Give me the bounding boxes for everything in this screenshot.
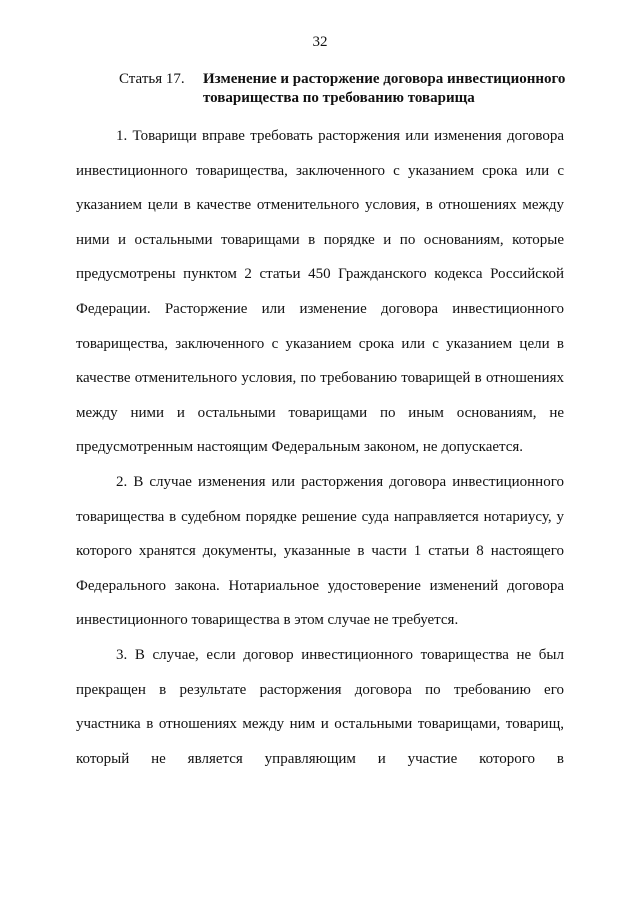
article-body xyxy=(76,119,564,776)
paragraph-2: 2. В случае изменения или расторжения договора инвестиционного товарищества в судебном порядке решение суда направляется нотариусу, у которого хранятся документы, указанные в части 1 статьи 8 настоящего Федерального закона. Нотариальное удостоверение изменений договора инвестиционного товарищества в этом случае не требуется. xyxy=(76,473,564,629)
article-title-line-2: товарищества по требованию товарища xyxy=(203,90,475,106)
page-number: 32 xyxy=(312,34,328,50)
article-title-line-1: Изменение и расторжение договора инвестиционного xyxy=(203,71,566,87)
paragraph-3: 3. В случае, если договор инвестиционного товарищества не был прекращен в результате расторжения договора по требованию его участника в отношениях между ним и остальными товарищами, товарищ, который не является управляющим и участие которого в xyxy=(76,646,564,767)
paragraph-1: 1. Товарищи вправе требовать расторжения или изменения договора инвестиционного товарищества, заключенного с указанием срока или с указанием цели в качестве отменительного условия, в отношениях между ними и остальными товарищами в порядке и по основаниям, которые предусмотрены пунктом 2 статьи 450 Гражданского кодекса Российской Федерации. Расторжение или изменение договора инвестиционного товарищества, заключенного с указанием срока или с указанием цели в качестве отменительного условия, по требованию товарищей в отношениях между ними и остальными товарищами по иным основаниям, не предусмотренным настоящим Федеральным законом, не допускается. xyxy=(76,128,564,456)
article-title xyxy=(203,70,583,108)
article-label: Статья 17. xyxy=(119,71,185,87)
